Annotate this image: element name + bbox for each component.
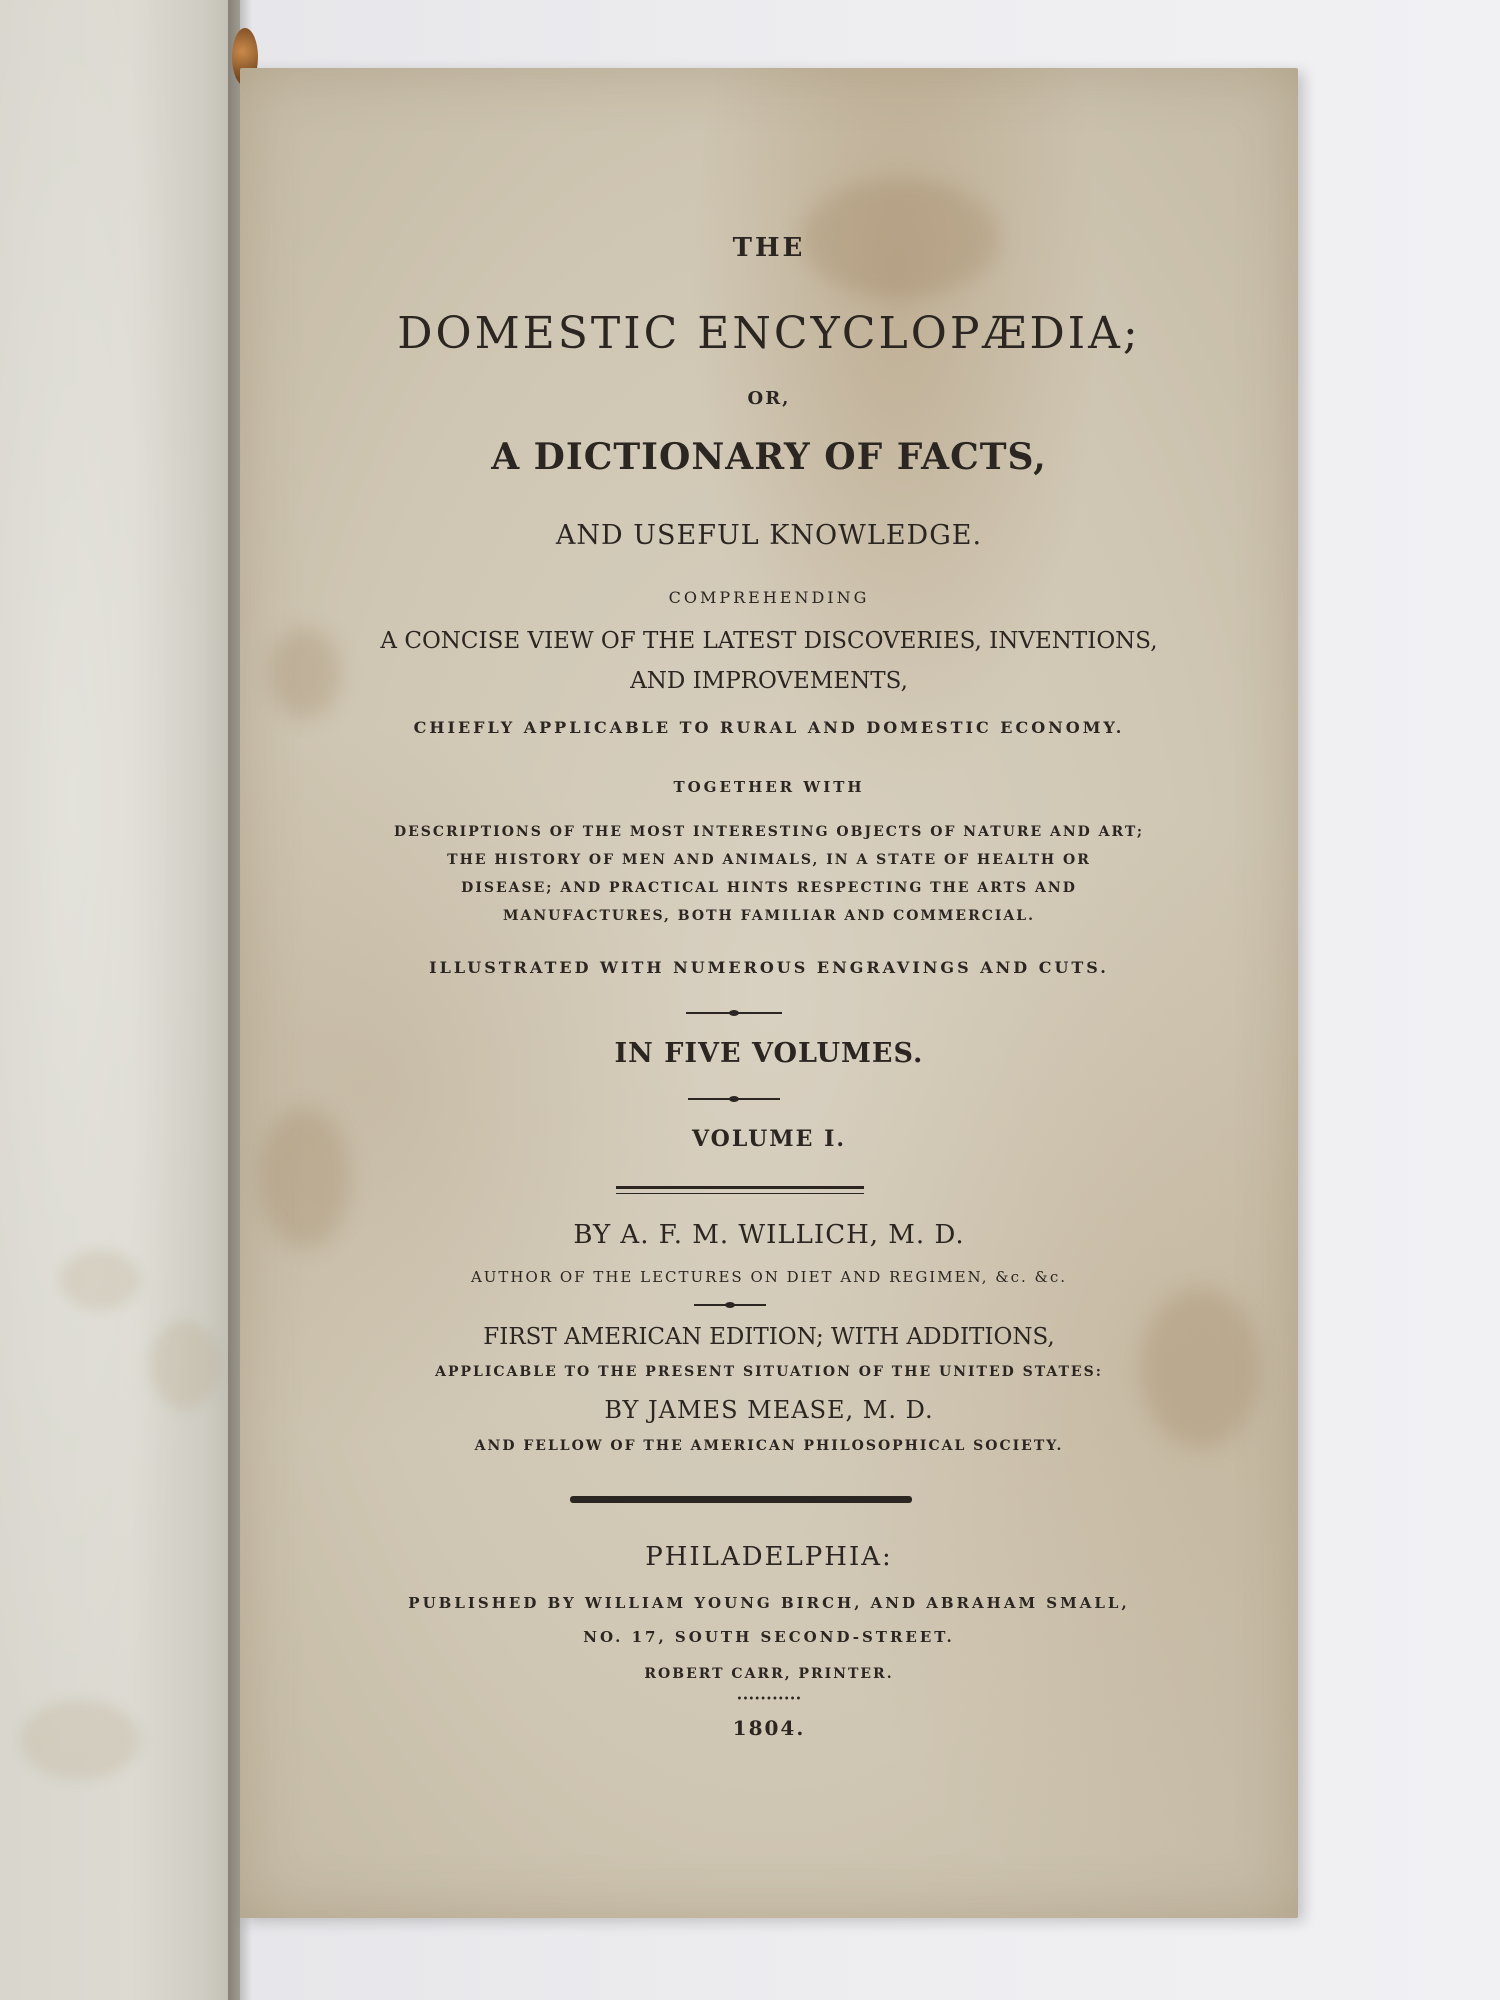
double-rule [616, 1186, 864, 1189]
descriptions-line-1: DESCRIPTIONS OF THE MOST INTERESTING OBJECTS OF NATURE AND ART; [393, 824, 1145, 840]
city-line: PHILADELPHIA: [645, 1542, 893, 1572]
title-page-text [240, 68, 1298, 1918]
edition-line: FIRST AMERICAN EDITION; WITH ADDITIONS, [483, 1324, 1055, 1350]
chiefly-line: CHIEFLY APPLICABLE TO RURAL AND DOMESTIC ECONOMY. [413, 718, 1125, 737]
ornament-divider [688, 1096, 780, 1102]
the-line: THE [732, 233, 806, 263]
volumes-line: IN FIVE VOLUMES. [614, 1038, 924, 1069]
descriptions-line-2: THE HISTORY OF MEN AND ANIMALS, IN A STATE OF HEALTH OR [447, 852, 1091, 868]
illustrated-line: ILLUSTRATED WITH NUMEROUS ENGRAVINGS AND CUTS. [429, 958, 1109, 977]
published-line: PUBLISHED BY WILLIAM YOUNG BIRCH, AND ABRAHAM SMALL, [408, 1594, 1130, 1612]
printer-line: ROBERT CARR, PRINTER. [644, 1666, 894, 1682]
together-line: TOGETHER WITH [673, 778, 865, 796]
heavy-rule [570, 1496, 912, 1503]
concise-line-1: A CONCISE VIEW OF THE LATEST DISCOVERIES, INVENTIONS, [380, 628, 1158, 654]
descriptions-line-3: DISEASE; AND PRACTICAL HINTS RESPECTING THE ARTS AND [461, 880, 1077, 896]
or-line: OR, [747, 388, 791, 409]
year-line: 1804. [732, 1716, 806, 1740]
subtitle: A DICTIONARY OF FACTS, [491, 436, 1047, 478]
editor-line: BY JAMES MEASE, M. D. [604, 1396, 934, 1424]
fellow-line: AND FELLOW OF THE AMERICAN PHILOSOPHICAL SOCIETY. [474, 1438, 1064, 1454]
double-rule [616, 1193, 864, 1194]
concise-line-2: AND IMPROVEMENTS, [630, 668, 908, 694]
author-line: BY A. F. M. WILLICH, M. D. [573, 1220, 965, 1250]
applicable-line: APPLICABLE TO THE PRESENT SITUATION OF THE UNITED STATES: [435, 1364, 1103, 1380]
author-note: AUTHOR OF THE LECTURES ON DIET AND REGIMEN, &c. &c. [470, 1268, 1068, 1286]
book-title: DOMESTIC ENCYCLOPÆDIA; [397, 308, 1141, 359]
ornament-divider [686, 1010, 782, 1016]
comprehending-line: COMPREHENDING [668, 588, 870, 607]
subtitle-2: AND USEFUL KNOWLEDGE. [555, 520, 983, 551]
descriptions-line-4: MANUFACTURES, BOTH FAMILIAR AND COMMERCIAL. [503, 908, 1035, 924]
volume-line: VOLUME I. [691, 1126, 847, 1152]
left-endpaper [0, 0, 240, 2000]
dotted-rule: ••••••••••• [736, 1694, 802, 1705]
address-line: NO. 17, SOUTH SECOND-STREET. [583, 1628, 955, 1646]
title-page [240, 68, 1298, 1918]
ornament-divider [694, 1302, 766, 1308]
